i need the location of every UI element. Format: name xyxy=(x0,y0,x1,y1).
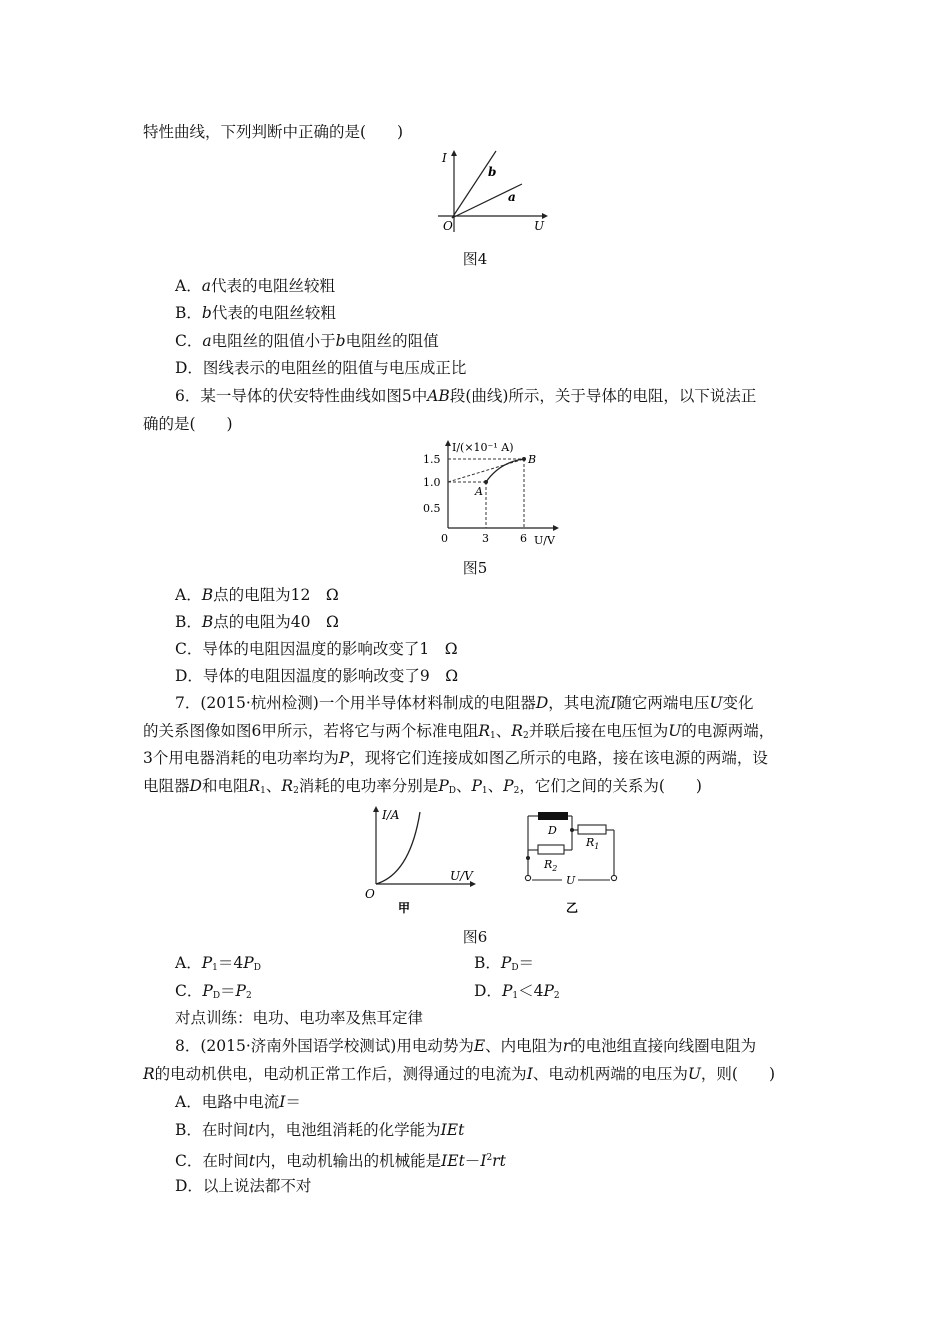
circuit-left-terminal xyxy=(525,875,530,880)
circuit-r2-label: $R_2$ xyxy=(544,858,558,873)
figure-6-caption: 图6 xyxy=(462,928,488,946)
q7-option-c[interactable]: C．$P_D=P_2$ xyxy=(175,982,252,1001)
fig5-y-arrow xyxy=(445,440,451,446)
q6-stem-line1: 6．某一导体的伏安特性曲线如图5中AB段(曲线)所示，关于导体的电阻，以下说法正 xyxy=(175,387,757,405)
fig4-origin: O xyxy=(443,219,453,233)
fig6-x-label: U/V xyxy=(450,869,473,883)
q8-stem-line2: R的电动机供电，电动机正常工作后，测得通过的电流为I、电动机两端的电压为U，则( ) xyxy=(143,1065,776,1083)
fig4-x-label: U xyxy=(534,219,545,233)
fig5-xtick-3: 3 xyxy=(482,532,489,545)
q8-stem-line1: 8．(2015·济南外国语学校测试)用电动势为E、内电阻为r的电池组直接向线圈电阻为 xyxy=(175,1037,757,1055)
figure-5 xyxy=(418,440,568,552)
circuit-right-terminal xyxy=(611,875,616,880)
q6-option-b[interactable]: B．B点的电阻为40 Ω xyxy=(175,613,339,631)
q7-option-b[interactable]: B．$P_D=$ xyxy=(474,954,535,973)
q7-option-d[interactable]: D．$P_1<4P_2$ xyxy=(474,982,560,1001)
fig5-y-label: I/(×10⁻¹ A) xyxy=(452,441,514,454)
q5-option-b[interactable]: B．b代表的电阻丝较粗 xyxy=(175,304,336,322)
circuit-u-label: U xyxy=(566,874,576,887)
circuit-d-label: D xyxy=(548,824,557,837)
fig5-point-a xyxy=(484,480,488,484)
fig5-x-label: U/V xyxy=(534,534,555,547)
fig5-point-b xyxy=(522,457,526,461)
fig4-label-b: b xyxy=(488,165,497,179)
fig6-right-label: 乙 xyxy=(566,901,579,915)
section-heading: 对点训练：电功、电功率及焦耳定律 xyxy=(175,1009,424,1027)
circuit-r1-resistor xyxy=(578,825,606,834)
fig6-curve xyxy=(376,812,420,884)
fig5-xtick-6: 6 xyxy=(520,532,527,545)
fig5-dash-oa xyxy=(448,459,524,482)
q5-option-c[interactable]: C．a电阻丝的阻值小于b电阻丝的阻值 xyxy=(175,332,439,350)
q8-option-d[interactable]: D．以上说法都不对 xyxy=(175,1177,312,1195)
figure-4 xyxy=(430,148,550,238)
circuit-r1-label: $R_1$ xyxy=(586,836,600,851)
q8-option-c[interactable]: C．在时间t内，电动机输出的机械能是$IEt-I^2rt$ xyxy=(175,1152,506,1170)
fig5-curve-ab xyxy=(486,459,524,482)
q5-option-d[interactable]: D．图线表示的电阻丝的阻值与电压成正比 xyxy=(175,359,467,377)
fig6-y-label: I/A xyxy=(382,808,400,822)
fig5-origin: 0 xyxy=(441,532,448,545)
fig4-label-a: a xyxy=(508,190,516,204)
figure-6-left xyxy=(362,802,487,920)
q7-stem-line2: 的关系图像如图6甲所示，若将它与两个标准电阻$R_1$、$R_2$并联后接在电压恒为U的电源两端， xyxy=(143,722,775,741)
q6-option-c[interactable]: C．导体的电阻因温度的影响改变了1 Ω xyxy=(175,640,458,658)
fig5-ytick-1.0: 1.0 xyxy=(423,476,441,489)
q7-stem-line1: 7．(2015·杭州检测)一个用半导体材料制成的电阻器D，其电流I随它两端电压U变化 xyxy=(175,694,754,712)
fig5-ytick-0.5: 0.5 xyxy=(423,502,441,515)
fig6-left-label: 甲 xyxy=(398,901,411,915)
q8-option-b[interactable]: B．在时间t内，电池组消耗的化学能为IEt xyxy=(175,1121,465,1139)
q7-stem-line3: 3个用电器消耗的电功率均为P，现将它们连接成如图乙所示的电路，接在该电源的两端，设 xyxy=(143,749,768,767)
q6-stem-line2: 确的是( ) xyxy=(143,415,233,433)
figure-6-right xyxy=(520,806,625,920)
fig5-x-arrow xyxy=(553,525,559,531)
fig5-label-a: A xyxy=(475,485,483,498)
q6-option-a[interactable]: A．B点的电阻为12 Ω xyxy=(175,586,339,604)
q8-option-a[interactable]: A．电路中电流I＝ xyxy=(175,1093,301,1111)
q7-stem-line4: 电阻器D和电阻$R_1$、$R_2$消耗的电功率分别是$P_D$、$P_1$、$P_2$，它们之间的关系为( ) xyxy=(143,777,702,796)
q6-option-d[interactable]: D．导体的电阻因温度的影响改变了9 Ω xyxy=(175,667,459,685)
fig4-y-label: I xyxy=(442,151,447,165)
q5-stem: 特性曲线，下列判断中正确的是( ) xyxy=(143,123,404,141)
fig6-origin: O xyxy=(365,887,375,901)
fig5-label-b: B xyxy=(528,453,537,466)
circuit-d-component xyxy=(538,812,568,820)
q5-option-a[interactable]: A．a代表的电阻丝较粗 xyxy=(175,277,335,295)
figure-5-caption: 图5 xyxy=(462,559,488,577)
fig4-y-arrow xyxy=(451,150,457,156)
fig5-ytick-1.5: 1.5 xyxy=(423,453,441,466)
circuit-r2-resistor xyxy=(538,845,564,854)
fig6-y-arrow xyxy=(373,806,379,812)
figure-4-caption: 图4 xyxy=(462,250,488,268)
q7-option-a[interactable]: A．$P_1=4P_D$ xyxy=(175,954,261,973)
